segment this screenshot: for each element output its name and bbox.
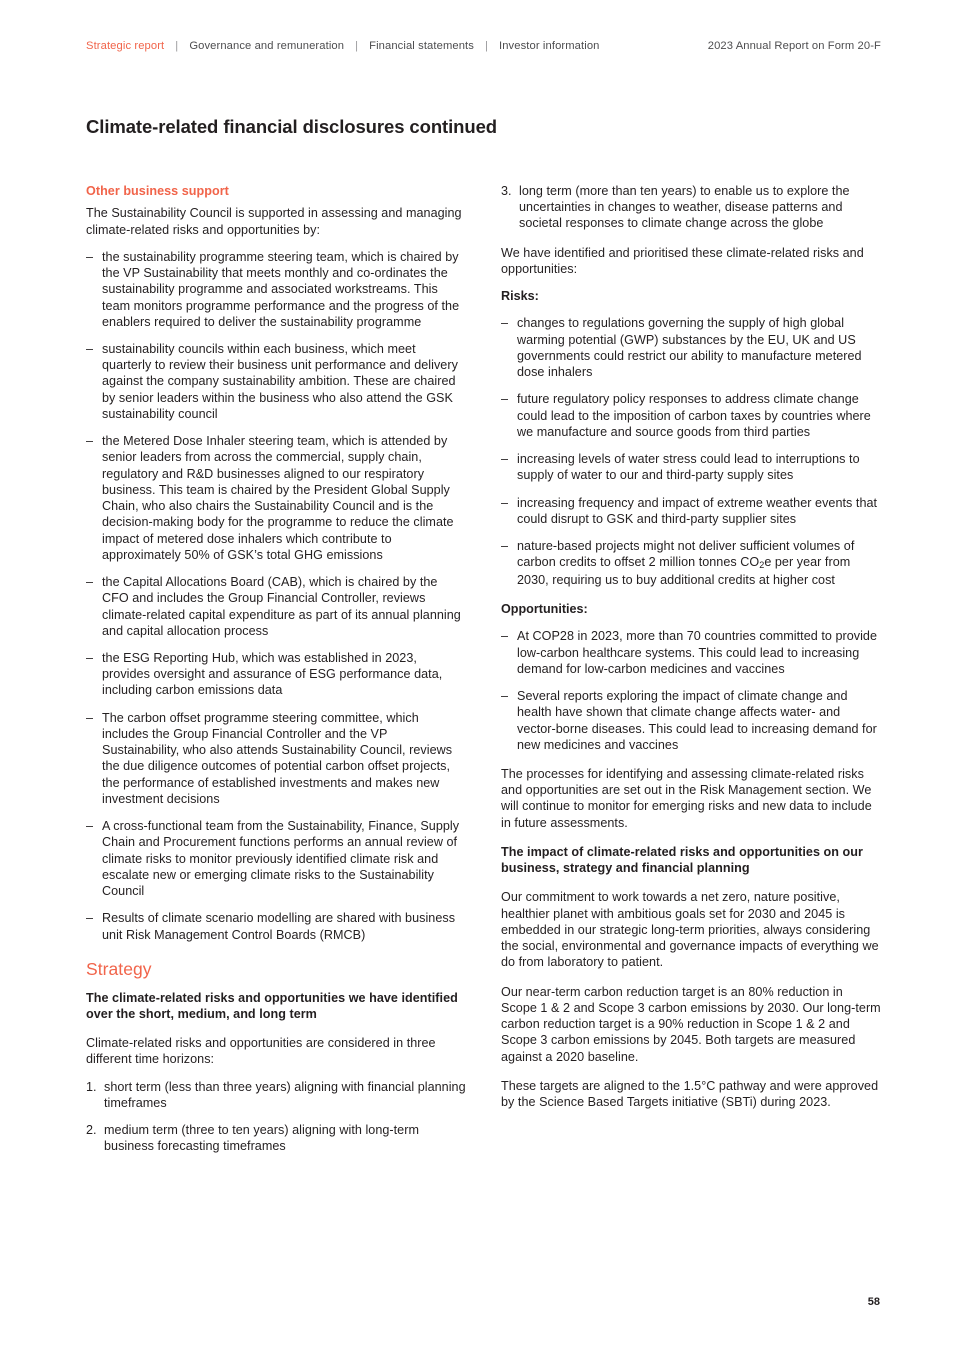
dash-marker: –: [501, 495, 509, 510]
list-item-text: changes to regulations governing the supply of high global warming potential (GWP) substances by the EU, UK and US governments could restrict our ability to manufacture metered dose inhalers: [517, 316, 862, 380]
nav-item-financial-statements[interactable]: Financial statements: [369, 40, 474, 52]
list-item: [86, 818, 466, 899]
list-item-text-part2: e per year from 2030, requiring us to buy additional credits at higher cost: [517, 555, 851, 587]
dash-marker: –: [501, 392, 509, 407]
nav-item-investor-information[interactable]: Investor information: [499, 40, 600, 52]
time-horizons-list: [86, 1079, 466, 1155]
dash-marker: –: [86, 710, 94, 725]
list-item-text: the ESG Reporting Hub, which was established in 2023, provides oversight and assurance of ESG performance data, including carbon emissions data: [102, 650, 443, 698]
list-item-text: the Capital Allocations Board (CAB), which is chaired by the CFO and includes the Group Financial Controller, reviews climate-related capital expenditure as part of its annual planning and capital allocation process: [102, 575, 461, 638]
dash-marker: –: [86, 342, 94, 356]
number-marker: 2.: [86, 1123, 97, 1138]
list-item: [501, 315, 881, 380]
left-column: [86, 183, 466, 1167]
list-item-text-part1: nature-based projects might not deliver sufficient volumes of carbon credits to offset 2 million tonnes CO: [517, 538, 855, 570]
opportunities-label: Opportunities:: [501, 602, 588, 617]
list-item: [86, 710, 466, 807]
list-item: [501, 495, 881, 527]
list-item-text: Several reports exploring the impact of climate change and health have shown that climate change affects water- and vector-borne diseases. This could lead to increasing demand for new medicines and vaccines: [517, 689, 877, 752]
number-marker: 3.: [501, 184, 512, 198]
dash-marker: –: [501, 629, 509, 644]
list-item: [501, 451, 881, 483]
list-item: [501, 538, 881, 588]
content-columns: [86, 183, 881, 1167]
list-item-text: the sustainability programme steering team, which is chaired by the VP Sustainability that meets monthly and co-ordinates the sustainability programme and associated workstreams. This team monitors programme performance and the progress of the enablers required to deliver the sustainability programme: [102, 249, 460, 329]
dash-marker: –: [86, 434, 94, 449]
list-item: [501, 628, 881, 677]
strategy-subheading: The climate-related risks and opportunities we have identified over the short, medium, and long term: [86, 990, 458, 1021]
list-item: [86, 1122, 466, 1154]
dash-marker: –: [86, 575, 94, 590]
commitment-paragraph: Our commitment to work towards a net zero, nature positive, healthier planet with ambitious goals set for 2030 and 2045 is embedded in our strategic long-term priorities, always considering the social, environmental and governance impacts of everything we do from laboratory to patient.: [501, 890, 879, 970]
list-item-text: increasing frequency and impact of extreme weather events that could disrupt to GSK and third-party supplier sites: [517, 495, 878, 526]
list-item-text: increasing levels of water stress could lead to interruptions to supply of water to our and third-party supply sites: [517, 452, 860, 483]
risks-list: [501, 315, 881, 588]
page-title: Climate-related financial disclosures continued: [86, 116, 497, 138]
right-column: [501, 183, 881, 1167]
nav-separator: |: [484, 40, 488, 52]
dash-marker: –: [86, 650, 94, 665]
list-item-text: Results of climate scenario modelling are shared with business unit Risk Management Control Boards (RMCB): [102, 911, 456, 942]
list-item: [501, 183, 881, 232]
other-business-support-list: [86, 249, 466, 943]
dash-marker: –: [501, 452, 509, 467]
risks-label: Risks:: [501, 289, 539, 304]
nav-item-governance-and-remuneration[interactable]: Governance and remuneration: [189, 40, 345, 52]
list-item: [501, 391, 881, 440]
list-item-text: short term (less than three years) aligning with financial planning timeframes: [104, 1079, 466, 1110]
impact-heading: The impact of climate-related risks and opportunities on our business, strategy and financial planning: [501, 844, 863, 876]
dash-marker: –: [501, 316, 509, 331]
time-horizons-intro: Climate-related risks and opportunities are considered in three different time horizons:: [86, 1036, 436, 1067]
list-item: [86, 574, 466, 639]
list-item-text: future regulatory policy responses to address climate change could lead to the imposition of carbon taxes by countries where we manufacture and source goods from third parties: [517, 392, 871, 439]
report-title-label: 2023 Annual Report on Form 20-F: [707, 40, 881, 52]
dash-marker: –: [86, 249, 94, 264]
number-marker: 1.: [86, 1079, 97, 1094]
section-heading-other-business-support: Other business support: [86, 184, 229, 198]
list-item-text: the Metered Dose Inhaler steering team, which is attended by senior leaders from across the commercial, supply chain, regulatory and R&D businesses aligned to our respiratory business. This team is chaired by the President Global Supply Chain, who also chairs the Sustainability Council and is the decision-making body for the programme to reduce the climate impact of metered dose inhalers which contribute to approximately 50% of GSK’s total GHG emissions: [102, 434, 454, 562]
page-number: 58: [867, 1296, 880, 1308]
opportunities-list: [501, 628, 881, 753]
nav-item-strategic-report[interactable]: Strategic report: [86, 40, 165, 52]
dash-marker: –: [501, 538, 509, 553]
list-item-text: At COP28 in 2023, more than 70 countries committed to provide low-carbon healthcare systems. This could lead to increasing demand for low-carbon medicines and vaccines: [517, 629, 878, 676]
subscript-2: 2: [759, 560, 765, 571]
nav-separator: |: [175, 40, 179, 52]
list-item: [501, 688, 881, 753]
identified-intro-paragraph: We have identified and prioritised these climate-related risks and opportunities:: [501, 245, 864, 276]
section-nav: [86, 40, 600, 52]
page-header: [86, 40, 881, 52]
list-item-text: A cross-functional team from the Sustainability, Finance, Supply Chain and Procurement functions performs an annual review of climate risks to monitor previously identified climate risk and escalate new or emerging climate risks to the Sustainability Council: [102, 819, 460, 899]
list-item-text: The carbon offset programme steering committee, which includes the Group Financial Controller and the VP Sustainability, who also attends Sustainability Council, reviews the due diligence outcomes of potential carbon offset projects, the performance of established investments and makes new investment decisions: [102, 710, 453, 806]
list-item: [86, 1079, 466, 1111]
processes-paragraph: The processes for identifying and assessing climate-related risks and opportunities are set out in the Risk Management section. We will continue to monitor for emerging risks and new data to include in future assessments.: [501, 767, 872, 830]
list-item-text: medium term (three to ten years) aligning with long-term business forecasting timeframes: [104, 1123, 419, 1154]
carbon-targets-paragraph: Our near-term carbon reduction target is an 80% reduction in Scope 1 & 2 and Scope 3 carbon emissions by 2030. Our long-term carbon reduction target is a 90% reduction in Scope 1 & 2 and Scope 3 carbon emissions by 2045. Both targets are measured against a 2020 baseline.: [501, 984, 881, 1064]
list-item-text: long term (more than ten years) to enable us to explore the uncertainties in changes to weather, disease patterns and societal responses to climate change across the globe: [519, 184, 850, 231]
intro-paragraph: The Sustainability Council is supported in assessing and managing climate-related risks and opportunities by:: [86, 206, 462, 237]
list-item: [86, 249, 466, 330]
list-item-text: sustainability councils within each business, which meet quarterly to review their business unit performance and delivery against the company sustainability ambition. These are chaired by senior leaders within the business who also attend the GSK sustainability council: [102, 342, 458, 421]
list-item: [86, 433, 466, 563]
dash-marker: –: [501, 689, 509, 704]
time-horizons-list-continued: [501, 183, 881, 232]
list-item: [86, 910, 466, 942]
nav-separator: |: [355, 40, 359, 52]
dash-marker: –: [86, 819, 94, 834]
sbti-paragraph: These targets are aligned to the 1.5°C pathway and were approved by the Science Based Targets initiative (SBTi) during 2023.: [501, 1078, 879, 1109]
list-item: [86, 650, 466, 699]
section-heading-strategy: Strategy: [86, 958, 152, 979]
dash-marker: –: [86, 911, 94, 926]
list-item: [86, 341, 466, 422]
